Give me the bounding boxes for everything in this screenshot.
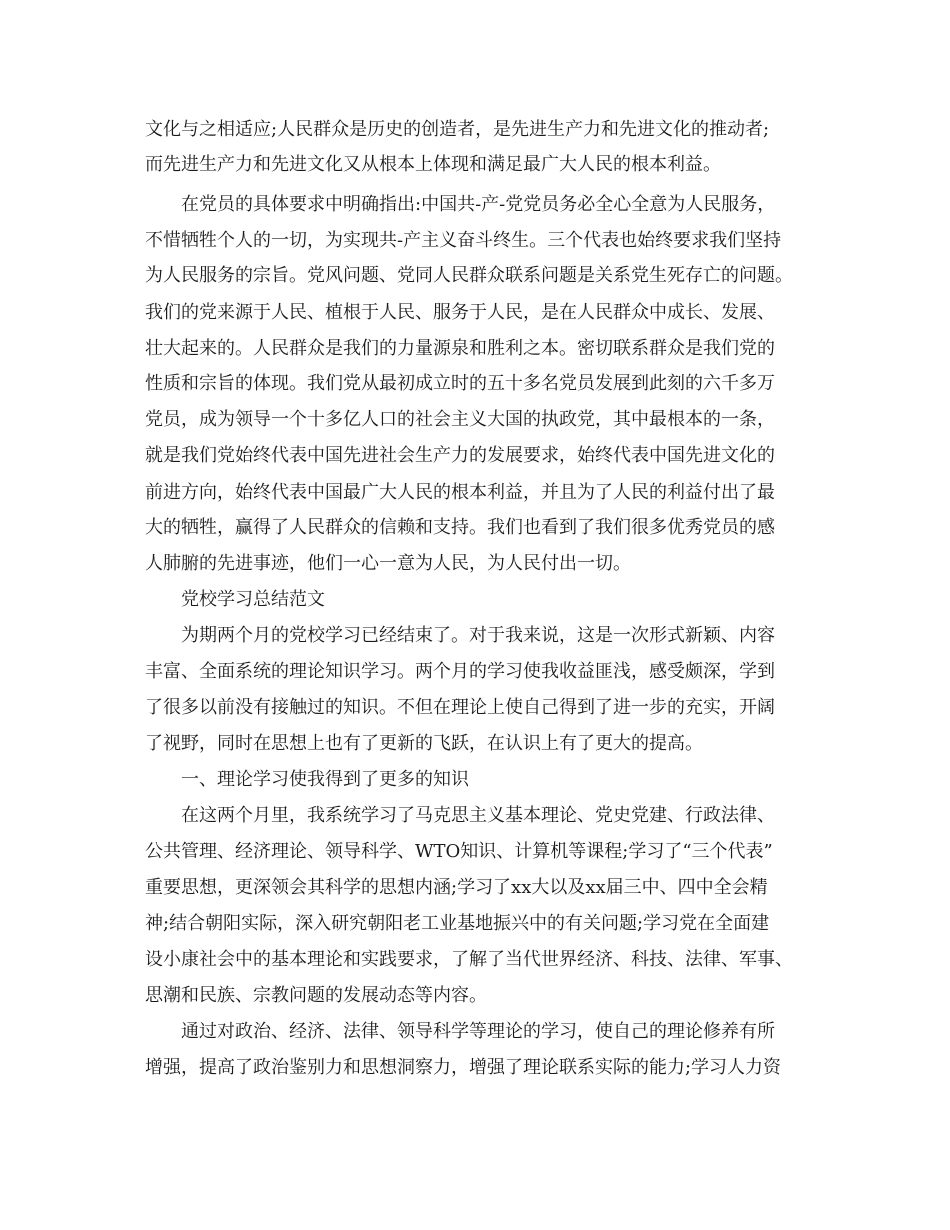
paragraph-start-line: 在党员的具体要求中明确指出:中国共-产-党党员务必全心全意为人民服务， (181, 194, 776, 215)
section-heading: 一、理论学习使我得到了更多的知识 (181, 769, 469, 790)
text-line: 思潮和民族、宗教问题的发展动态等内容。 (145, 985, 487, 1006)
text-line: 神;结合朝阳实际，深入研究朝阳老工业基地振兴中的有关问题;学习党在全面建 (145, 913, 770, 934)
text-line: 而先进生产力和先进文化又从根本上体现和满足最广大人民的根本利益。 (145, 154, 721, 175)
text-line: 了视野，同时在思想上也有了更新的飞跃，在认识上有了更大的提高。 (145, 733, 703, 754)
text-line: 增强，提高了政治鉴别力和思想洞察力，增强了理论联系实际的能力;学习人力资 (145, 1057, 782, 1078)
text-line: 就是我们党始终代表中国先进社会生产力的发展要求，始终代表中国先进文化的 (145, 445, 775, 466)
text-line: 设小康社会中的基本理论和实践要求，了解了当代世界经济、科技、法律、军事、 (145, 949, 793, 970)
text-line: 文化与之相适应;人民群众是历史的创造者，是先进生产力和先进文化的推动者; (145, 119, 770, 140)
section-title: 党校学习总结范文 (181, 589, 325, 610)
text-line: 丰富、全面系统的理论知识学习。两个月的学习使我收益匪浅，感受颇深，学到 (145, 661, 775, 682)
text-line: 不惜牺牲个人的一切，为实现共-产主义奋斗终生。三个代表也始终要求我们坚持 (145, 230, 782, 251)
text-line: 公共管理、经济理论、领导科学、WTO知识、计算机等课程;学习了“三个代表” (145, 841, 773, 862)
text-line: 大的牺牲，赢得了人民群众的信赖和支持。我们也看到了我们很多优秀党员的感 (145, 517, 775, 538)
text-line: 人肺腑的先进事迹，他们一心一意为人民，为人民付出一切。 (145, 553, 631, 574)
text-line: 重要思想，更深领会其科学的思想内涵;学习了xx大以及xx届三中、四中全会精 (145, 877, 768, 898)
paragraph-start-line: 在这两个月里，我系统学习了马克思主义基本理论、党史党建、行政法律、 (181, 805, 775, 826)
text-line: 我们的党来源于人民、植根于人民、服务于人民，是在人民群众中成长、发展、 (145, 302, 775, 323)
text-line: 壮大起来的。人民群众是我们的力量源泉和胜利之本。密切联系群众是我们党的 (145, 338, 775, 359)
paragraph-start-line: 为期两个月的党校学习已经结束了。对于我来说，这是一次形式新颖、内容 (181, 625, 775, 646)
text-line: 前进方向，始终代表中国最广大人民的根本利益，并且为了人民的利益付出了最 (145, 482, 775, 503)
text-line: 党员，成为领导一个十多亿人口的社会主义大国的执政党，其中最根本的一条， (145, 409, 775, 430)
text-line: 性质和宗旨的体现。我们党从最初成立时的五十多名党员发展到此刻的六千多万 (145, 373, 775, 394)
text-line: 了很多以前没有接触过的知识。不但在理论上使自己得到了进一步的充实，开阔 (145, 697, 775, 718)
text-line: 为人民服务的宗旨。党风问题、党同人民群众联系问题是关系党生死存亡的问题。 (145, 265, 793, 286)
paragraph-start-line: 通过对政治、经济、法律、领导科学等理论的学习，使自己的理论修养有所 (181, 1021, 775, 1042)
